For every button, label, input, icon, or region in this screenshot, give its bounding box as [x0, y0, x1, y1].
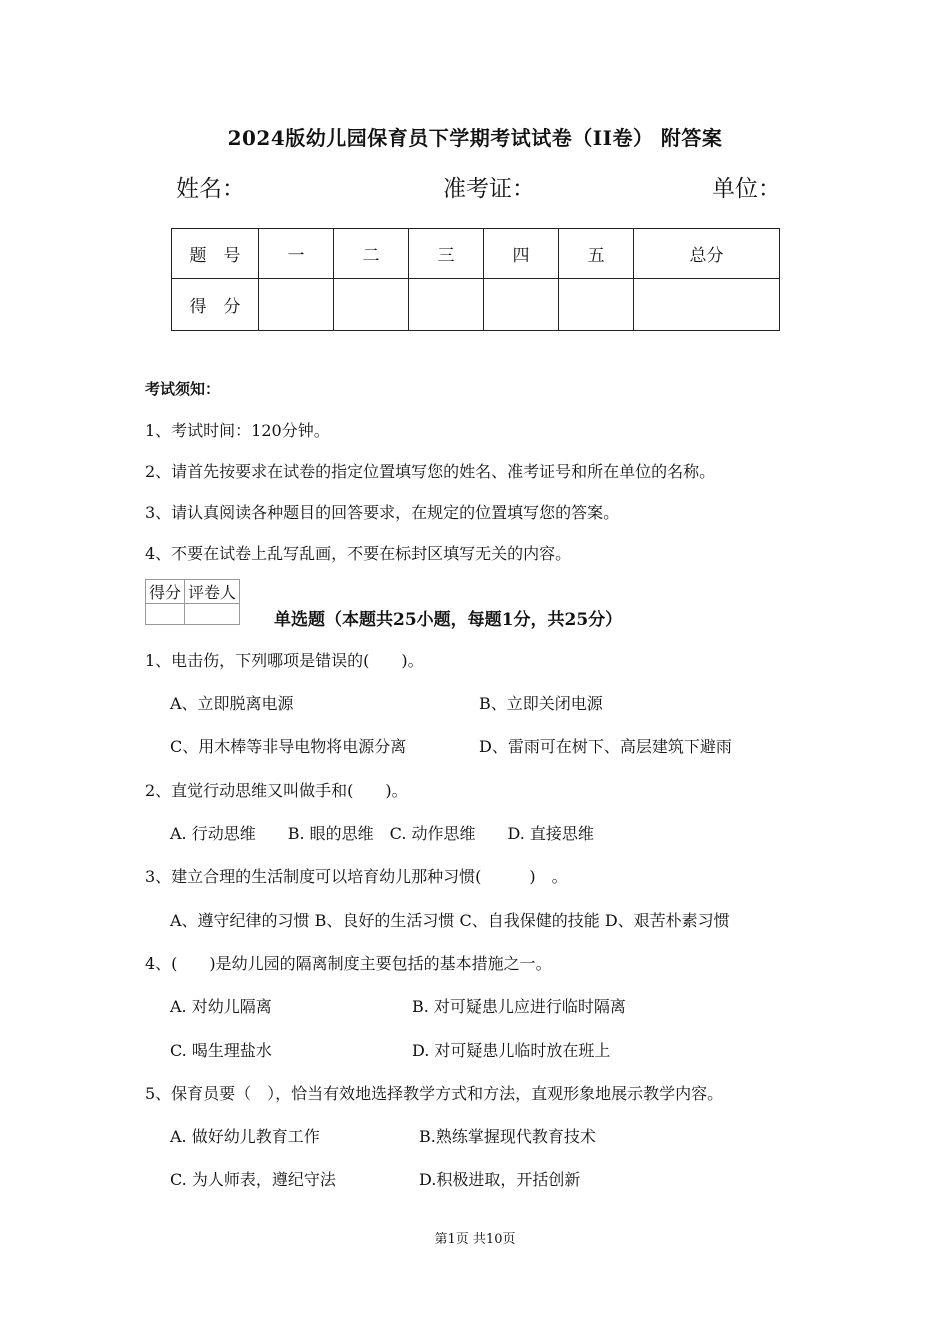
- option-d: D.积极进取，开括创新: [419, 1170, 581, 1189]
- unit-label: 单位：: [712, 176, 781, 202]
- score-cell: [484, 279, 559, 331]
- option-a: A. 对幼儿隔离: [170, 997, 272, 1016]
- document-title: 2024版幼儿园保育员下学期考试试卷（II卷） 附答案: [227, 126, 723, 150]
- section-title: 单选题（本题共25小题，每题1分，共25分）: [274, 610, 623, 630]
- question-4: 4、( )是幼儿园的隔离制度主要包括的基本措施之一。: [145, 954, 552, 973]
- page-footer: 第1页 共10页: [434, 1232, 516, 1247]
- score-cell: [409, 279, 484, 331]
- grader-name-label: 评卷人: [185, 580, 240, 604]
- option-b: B. 对可疑患儿应进行临时隔离: [412, 997, 626, 1016]
- option-c: C、用木棒等非导电物将电源分离: [170, 737, 407, 756]
- options-line: A、遵守纪律的习惯 B、良好的生活习惯 C、自我保健的技能 D、艰苦朴素习惯: [170, 911, 730, 930]
- option-a: A、立即脱离电源: [170, 694, 294, 713]
- question-2: 2、直觉行动思维又叫做手和( )。: [145, 781, 408, 800]
- option-b: B、立即关闭电源: [479, 694, 603, 713]
- name-label: 姓名：: [176, 176, 245, 202]
- notice-item: 2、请首先按要求在试卷的指定位置填写您的姓名、准考证号和所在单位的名称。: [145, 462, 716, 481]
- score-cell: [259, 279, 334, 331]
- option-a: A. 做好幼儿教育工作: [170, 1127, 320, 1146]
- header-cell: 总分: [634, 229, 780, 279]
- grader-box: [145, 579, 240, 625]
- notice-item: 4、不要在试卷上乱写乱画，不要在标封区填写无关的内容。: [145, 544, 572, 563]
- options-line: A. 行动思维 B. 眼的思维 C. 动作思维 D. 直接思维: [170, 824, 594, 843]
- header-cell: 四: [484, 229, 559, 279]
- header-cell: 五: [559, 229, 634, 279]
- header-cell: 二: [334, 229, 409, 279]
- option-c: C. 喝生理盐水: [170, 1041, 272, 1060]
- exam-id-label: 准考证：: [443, 176, 535, 202]
- header-cell: 题 号: [172, 229, 259, 279]
- header-cell: 三: [409, 229, 484, 279]
- notice-item: 1、考试时间：120分钟。: [145, 421, 330, 440]
- option-d: D. 对可疑患儿临时放在班上: [412, 1041, 611, 1060]
- header-cell: 一: [259, 229, 334, 279]
- option-d: D、雷雨可在树下、高层建筑下避雨: [479, 737, 732, 756]
- score-cell: [334, 279, 409, 331]
- score-table: [171, 228, 780, 331]
- option-b: B.熟练掌握现代教育技术: [419, 1127, 596, 1146]
- notice-heading: 考试须知：: [145, 380, 221, 398]
- score-cell: [634, 279, 780, 331]
- grader-score-label: 得分: [146, 580, 185, 604]
- question-5: 5、保育员要（ ），恰当有效地选择教学方式和方法，直观形象地展示教学内容。: [145, 1084, 724, 1103]
- grader-score-cell: [146, 604, 185, 625]
- option-c: C. 为人师表，遵纪守法: [170, 1170, 336, 1189]
- score-table-score-row: [172, 279, 780, 331]
- question-1: 1、电击伤，下列哪项是错误的( )。: [145, 651, 424, 670]
- score-cell: [559, 279, 634, 331]
- question-3: 3、建立合理的生活制度可以培育幼儿那种习惯( ) 。: [145, 867, 568, 886]
- score-row-label: 得 分: [172, 279, 259, 331]
- grader-name-cell: [185, 604, 240, 625]
- score-table-header-row: [172, 229, 780, 279]
- notice-item: 3、请认真阅读各种题目的回答要求，在规定的位置填写您的答案。: [145, 503, 620, 522]
